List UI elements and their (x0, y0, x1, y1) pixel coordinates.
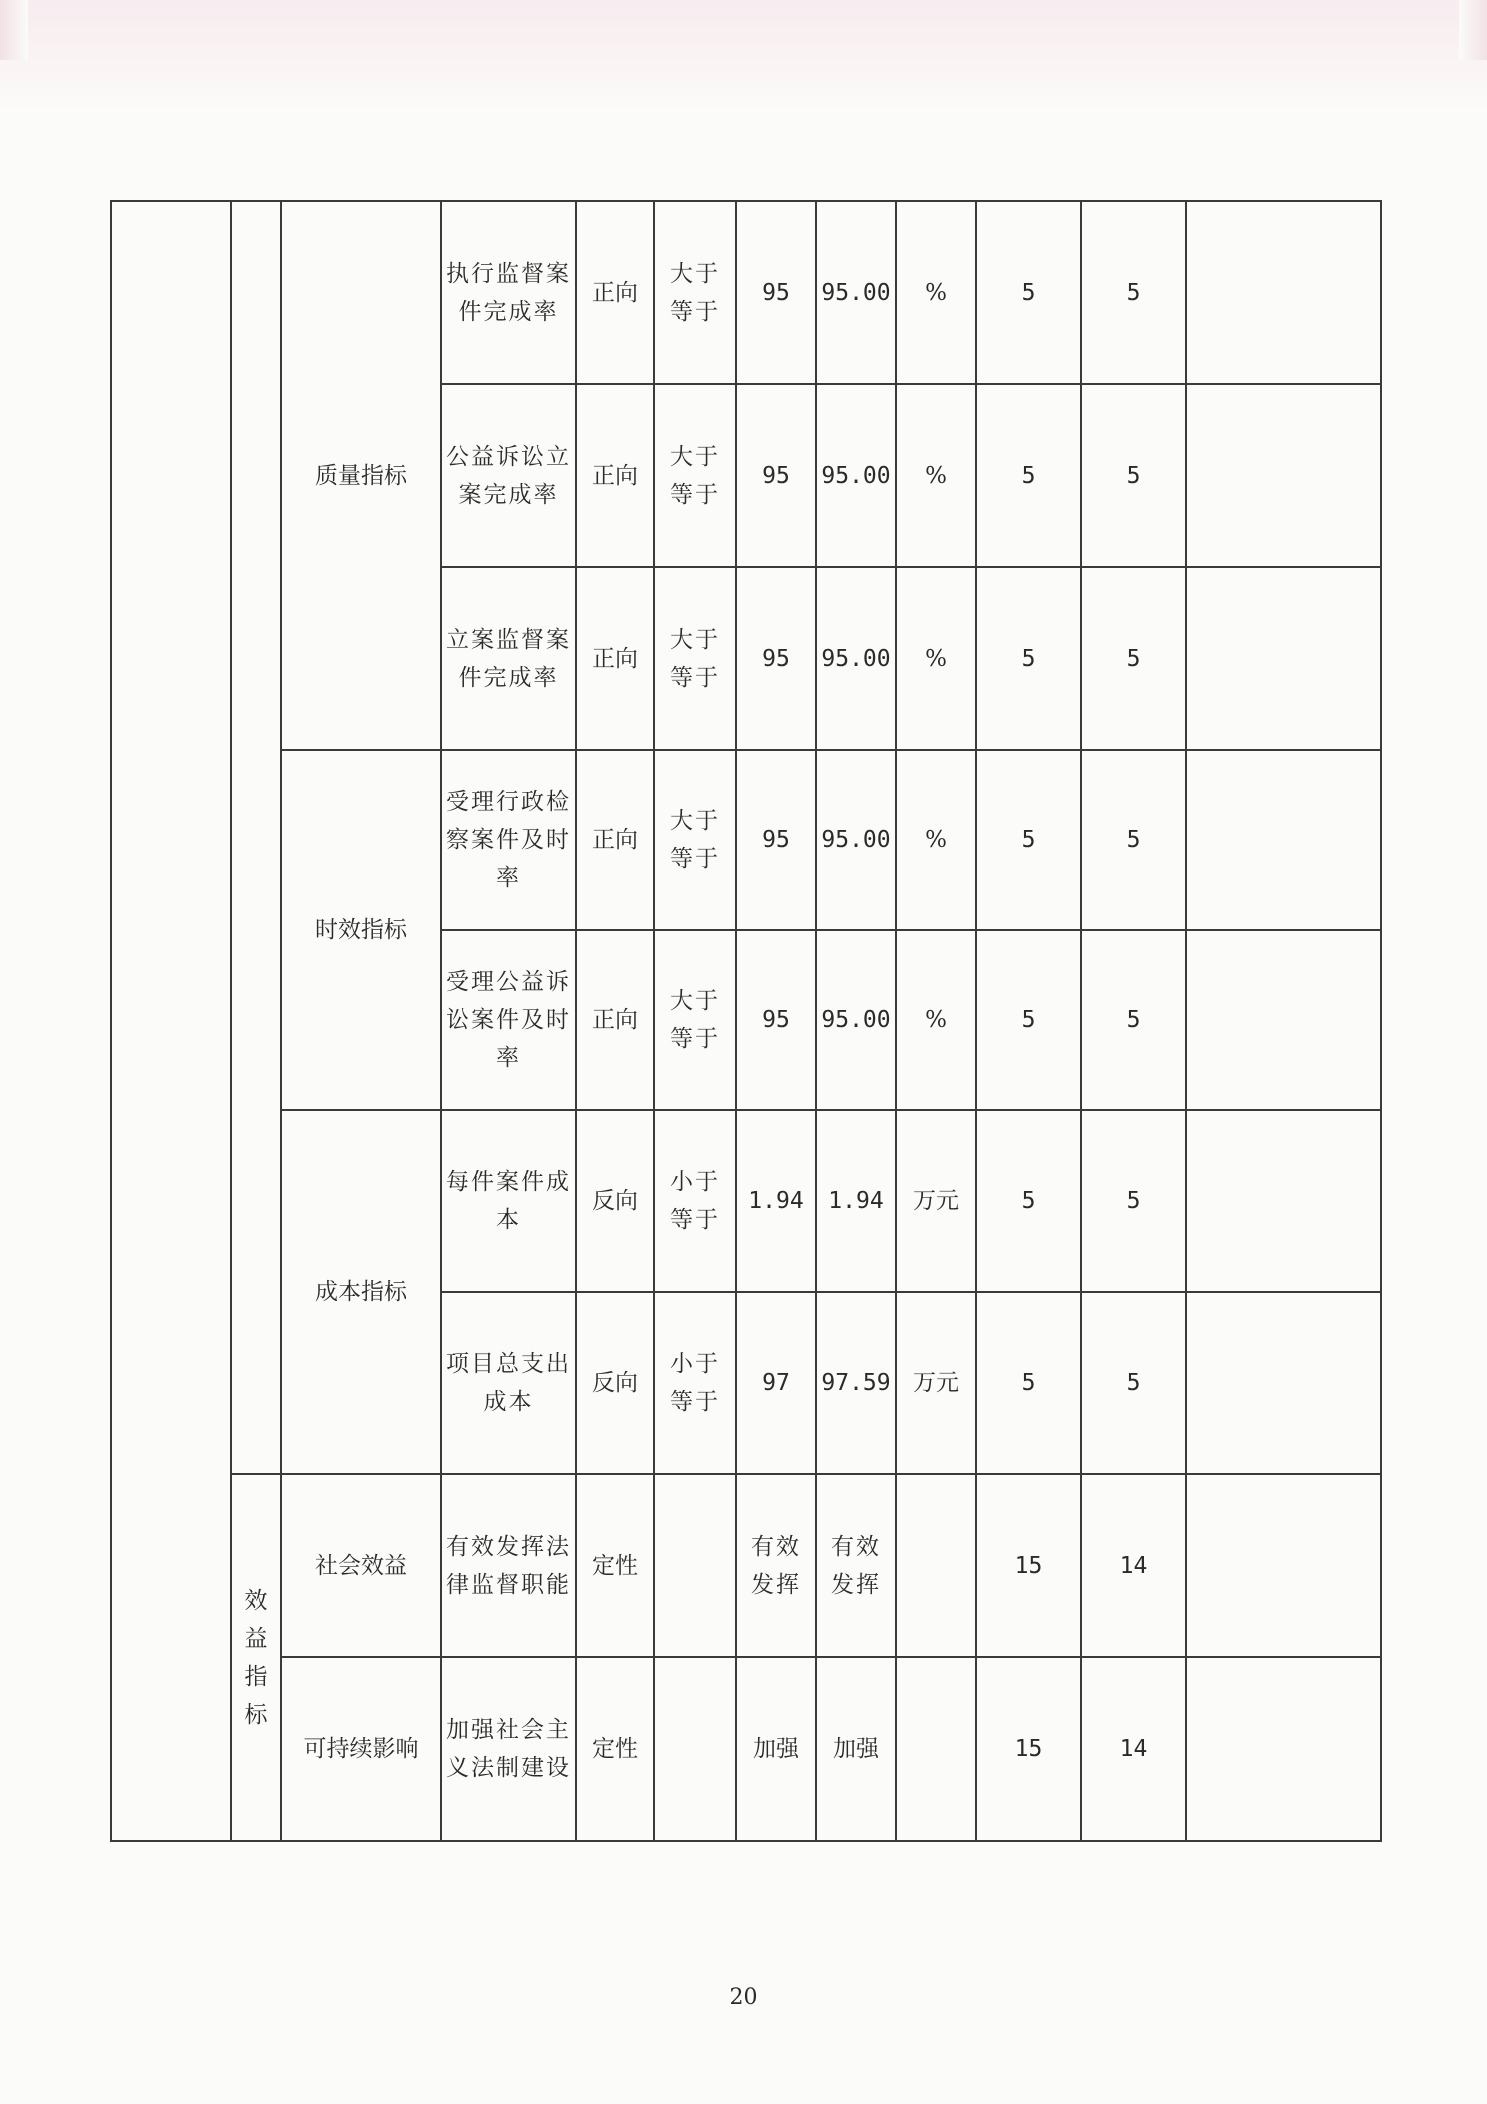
target-value: 97 (736, 1292, 816, 1474)
direction: 正向 (576, 201, 654, 384)
actual-value: 95.00 (816, 567, 896, 750)
direction: 定性 (576, 1657, 654, 1841)
tertiary-indicator: 受理公益诉讼案件及时率 (441, 930, 576, 1110)
actual-value: 95.00 (816, 750, 896, 930)
unit (896, 1657, 976, 1841)
target-value: 95 (736, 750, 816, 930)
unit: % (896, 750, 976, 930)
target-value: 有效发挥 (736, 1474, 816, 1657)
target-value: 加强 (736, 1657, 816, 1841)
remark (1186, 1292, 1381, 1474)
group-cost: 成本指标 (281, 1110, 441, 1474)
performance-indicator-table-container (110, 200, 1380, 1840)
unit (896, 1474, 976, 1657)
target-value: 95 (736, 384, 816, 567)
score: 14 (1081, 1474, 1186, 1657)
actual-value: 1.94 (816, 1110, 896, 1292)
actual-value: 95.00 (816, 930, 896, 1110)
remark (1186, 930, 1381, 1110)
group-benefit (231, 1474, 281, 1841)
weight: 5 (976, 1292, 1081, 1474)
operator: 大于等于 (654, 930, 736, 1110)
score: 14 (1081, 1657, 1186, 1841)
second-level-indicator-cell (231, 201, 281, 1474)
unit: 万元 (896, 1110, 976, 1292)
scan-tint (0, 0, 1487, 110)
target-value: 95 (736, 201, 816, 384)
tertiary-indicator: 加强社会主义法制建设 (441, 1657, 576, 1841)
unit: % (896, 384, 976, 567)
table-row (111, 201, 1381, 384)
page-number: 20 (729, 1985, 758, 2010)
table-row (111, 1657, 1381, 1841)
operator (654, 1657, 736, 1841)
actual-value: 95.00 (816, 201, 896, 384)
scan-edge-left (0, 0, 28, 60)
group-quality: 质量指标 (281, 201, 441, 750)
target-value: 95 (736, 567, 816, 750)
weight: 15 (976, 1474, 1081, 1657)
operator (654, 1474, 736, 1657)
actual-value: 97.59 (816, 1292, 896, 1474)
weight: 5 (976, 567, 1081, 750)
unit: % (896, 201, 976, 384)
score: 5 (1081, 750, 1186, 930)
unit: % (896, 567, 976, 750)
operator: 大于等于 (654, 567, 736, 750)
weight: 5 (976, 1110, 1081, 1292)
tertiary-indicator: 执行监督案件完成率 (441, 201, 576, 384)
remark (1186, 1657, 1381, 1841)
tertiary-indicator: 公益诉讼立案完成率 (441, 384, 576, 567)
remark (1186, 750, 1381, 930)
score: 5 (1081, 201, 1186, 384)
first-level-indicator-cell (111, 201, 231, 1841)
weight: 5 (976, 750, 1081, 930)
direction: 定性 (576, 1474, 654, 1657)
actual-value: 有效发挥 (816, 1474, 896, 1657)
tertiary-indicator: 项目总支出成本 (441, 1292, 576, 1474)
direction: 反向 (576, 1110, 654, 1292)
operator: 大于等于 (654, 750, 736, 930)
weight: 5 (976, 384, 1081, 567)
operator: 小于等于 (654, 1292, 736, 1474)
score: 5 (1081, 1110, 1186, 1292)
group-sustainable: 可持续影响 (281, 1657, 441, 1841)
direction: 正向 (576, 384, 654, 567)
weight: 15 (976, 1657, 1081, 1841)
table-row (111, 1474, 1381, 1657)
target-value: 1.94 (736, 1110, 816, 1292)
group-timeliness: 时效指标 (281, 750, 441, 1110)
remark (1186, 567, 1381, 750)
unit: % (896, 930, 976, 1110)
tertiary-indicator: 每件案件成本 (441, 1110, 576, 1292)
table-row (111, 1110, 1381, 1292)
table-row (111, 750, 1381, 930)
actual-value: 95.00 (816, 384, 896, 567)
weight: 5 (976, 201, 1081, 384)
tertiary-indicator: 有效发挥法律监督职能 (441, 1474, 576, 1657)
actual-value: 加强 (816, 1657, 896, 1841)
group-social: 社会效益 (281, 1474, 441, 1657)
score: 5 (1081, 930, 1186, 1110)
remark (1186, 201, 1381, 384)
weight: 5 (976, 930, 1081, 1110)
unit: 万元 (896, 1292, 976, 1474)
benefit-indicator-label: 效益指标 (244, 1587, 268, 1728)
remark (1186, 384, 1381, 567)
operator: 大于等于 (654, 201, 736, 384)
score: 5 (1081, 567, 1186, 750)
scan-edge-right (1459, 0, 1487, 60)
tertiary-indicator: 受理行政检察案件及时率 (441, 750, 576, 930)
target-value: 95 (736, 930, 816, 1110)
operator: 小于等于 (654, 1110, 736, 1292)
operator: 大于等于 (654, 384, 736, 567)
remark (1186, 1110, 1381, 1292)
direction: 反向 (576, 1292, 654, 1474)
direction: 正向 (576, 930, 654, 1110)
score: 5 (1081, 1292, 1186, 1474)
remark (1186, 1474, 1381, 1657)
direction: 正向 (576, 567, 654, 750)
performance-indicator-table (110, 200, 1382, 1842)
tertiary-indicator: 立案监督案件完成率 (441, 567, 576, 750)
score: 5 (1081, 384, 1186, 567)
direction: 正向 (576, 750, 654, 930)
